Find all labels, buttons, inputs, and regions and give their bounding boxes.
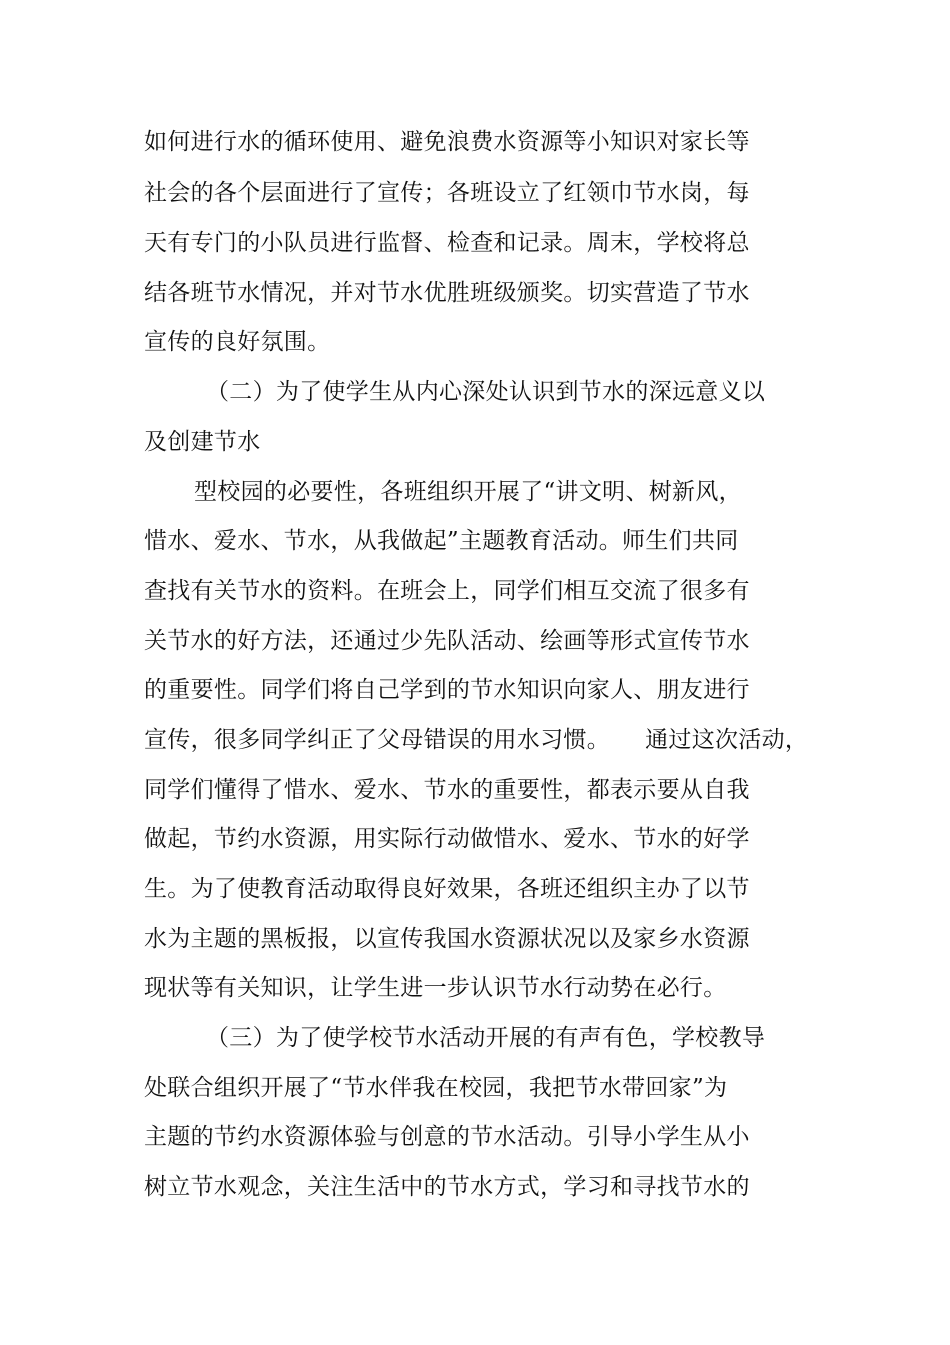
text-line: 关节水的好方法，还通过少先队活动、绘画等形式宣传节水 [144,628,750,654]
text-line: 的重要性。同学们将自己学到的节水知识向家人、朋友进行 [144,677,750,703]
section-heading-2: （二）为了使学生从内心深处认识到节水的深远意义以 [206,379,766,405]
text-line: 型校园的必要性，各班组织开展了“讲文明、树新风， [194,479,742,505]
text-line: 查找有关节水的资料。在班会上，同学们相互交流了很多有 [144,578,750,604]
text-line: 主题的节约水资源体验与创意的节水活动。引导小学生从小 [144,1124,750,1150]
text-line: 做起，节约水资源，用实际行动做惜水、爱水、节水的好学 [144,826,750,852]
text-line: 社会的各个层面进行了宣传；各班设立了红领巾节水岗，每 [144,180,750,206]
text-line: 惜水、爱水、节水，从我做起”主题教育活动。师生们共同 [144,528,739,554]
text-line: 树立节水观念，关注生活中的节水方式，学习和寻找节水的 [144,1174,750,1200]
text-line: 及创建节水 [144,429,261,455]
text-line: 生。为了使教育活动取得良好效果，各班还组织主办了以节 [144,876,750,902]
text-line: 宣传的良好氛围。 [144,329,331,355]
text-line: 处联合组织开展了“节水伴我在校园，我把节水带回家”为 [144,1075,728,1101]
text-line: 水为主题的黑板报，以宣传我国水资源状况以及家乡水资源 [144,926,750,952]
text-line: 结各班节水情况，并对节水优胜班级颁奖。切实营造了节水 [144,280,750,306]
text-line: 同学们懂得了惜水、爱水、节水的重要性，都表示要从自我 [144,777,750,803]
text-line: 天有专门的小队员进行监督、检查和记录。周末，学校将总 [144,230,750,256]
section-heading-3: （三）为了使学校节水活动开展的有声有色，学校教导 [206,1025,766,1051]
text-line: 现状等有关知识，让学生进一步认识节水行动势在必行。 [144,975,727,1001]
text-line: 如何进行水的循环使用、避免浪费水资源等小知识对家长等 [144,129,750,155]
text-line: 宣传，很多同学纠正了父母错误的用水习惯。 通过这次活动， [144,727,809,753]
